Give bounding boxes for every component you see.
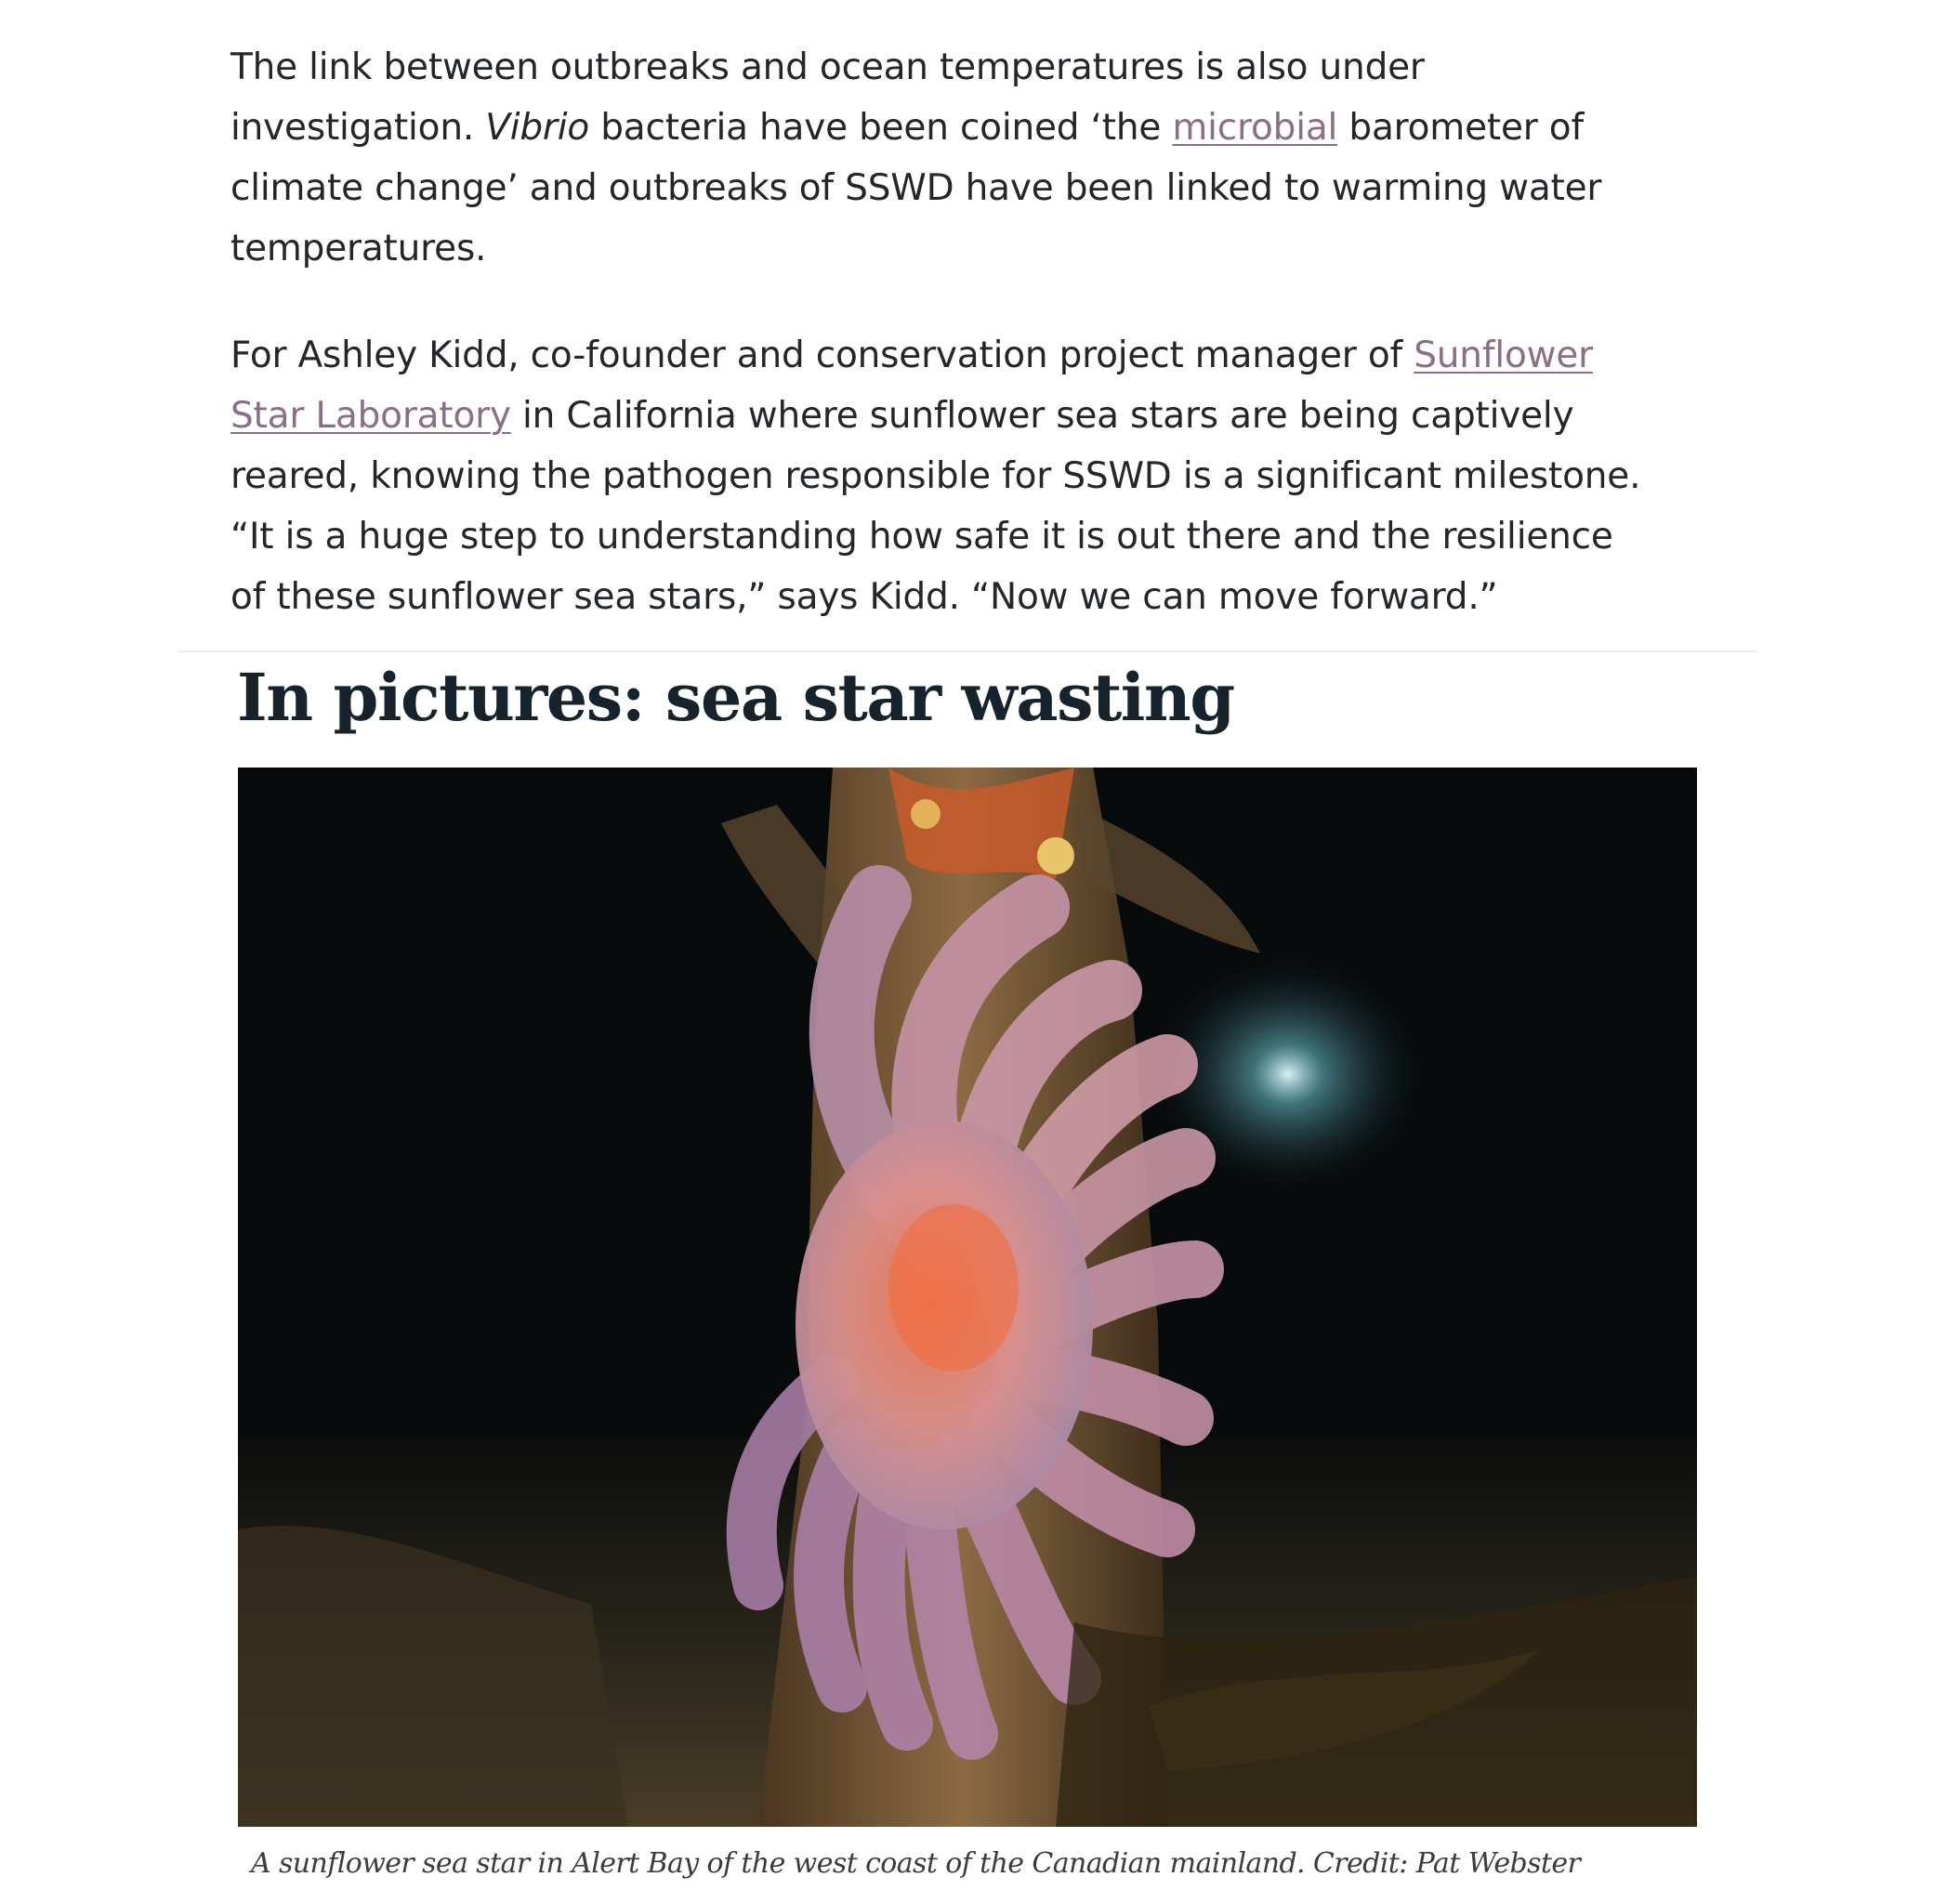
paragraph-text: barometer of climate change’ and outbreaks of SSWD have been linked to warming water temperatures. <box>230 107 1602 269</box>
vibrio-italic: Vibrio <box>485 107 590 149</box>
photo-caption: A sunflower sea star in Alert Bay of the west coast of the Canadian mainland. Credit: Pat Webster <box>251 1847 1581 1880</box>
microbial-link[interactable]: microbial <box>1172 107 1338 149</box>
gallery-photo-sunflower-sea-star[interactable] <box>238 768 1697 1827</box>
paragraph-text: bacteria have been coined ‘the <box>589 107 1173 149</box>
paragraph-text: For Ashley Kidd, co-founder and conservation project manager of <box>230 335 1414 376</box>
paragraph-ashley-kidd <box>230 325 1643 627</box>
paragraph-text: The link between outbreaks and ocean temperatures is also under investigation. <box>230 46 1425 149</box>
article-body <box>230 37 1643 627</box>
sunflower-star-laboratory-link[interactable]: Sunflower Star Laboratory <box>230 335 1593 437</box>
sea-star-photo-illustration <box>238 768 1697 1827</box>
section-divider <box>178 650 1757 652</box>
gallery-title: In pictures: sea star wasting <box>237 659 1234 736</box>
paragraph-ocean-temperatures <box>230 37 1643 279</box>
paragraph-text: in California where sunflower sea stars are being captively reared, knowing the pathogen responsible for SSWD is a significant milestone. “It is a huge step to understanding how safe it is out there and the resilience of these sunflower sea stars,” says Kidd. “Now we can move forward.” <box>230 395 1641 618</box>
